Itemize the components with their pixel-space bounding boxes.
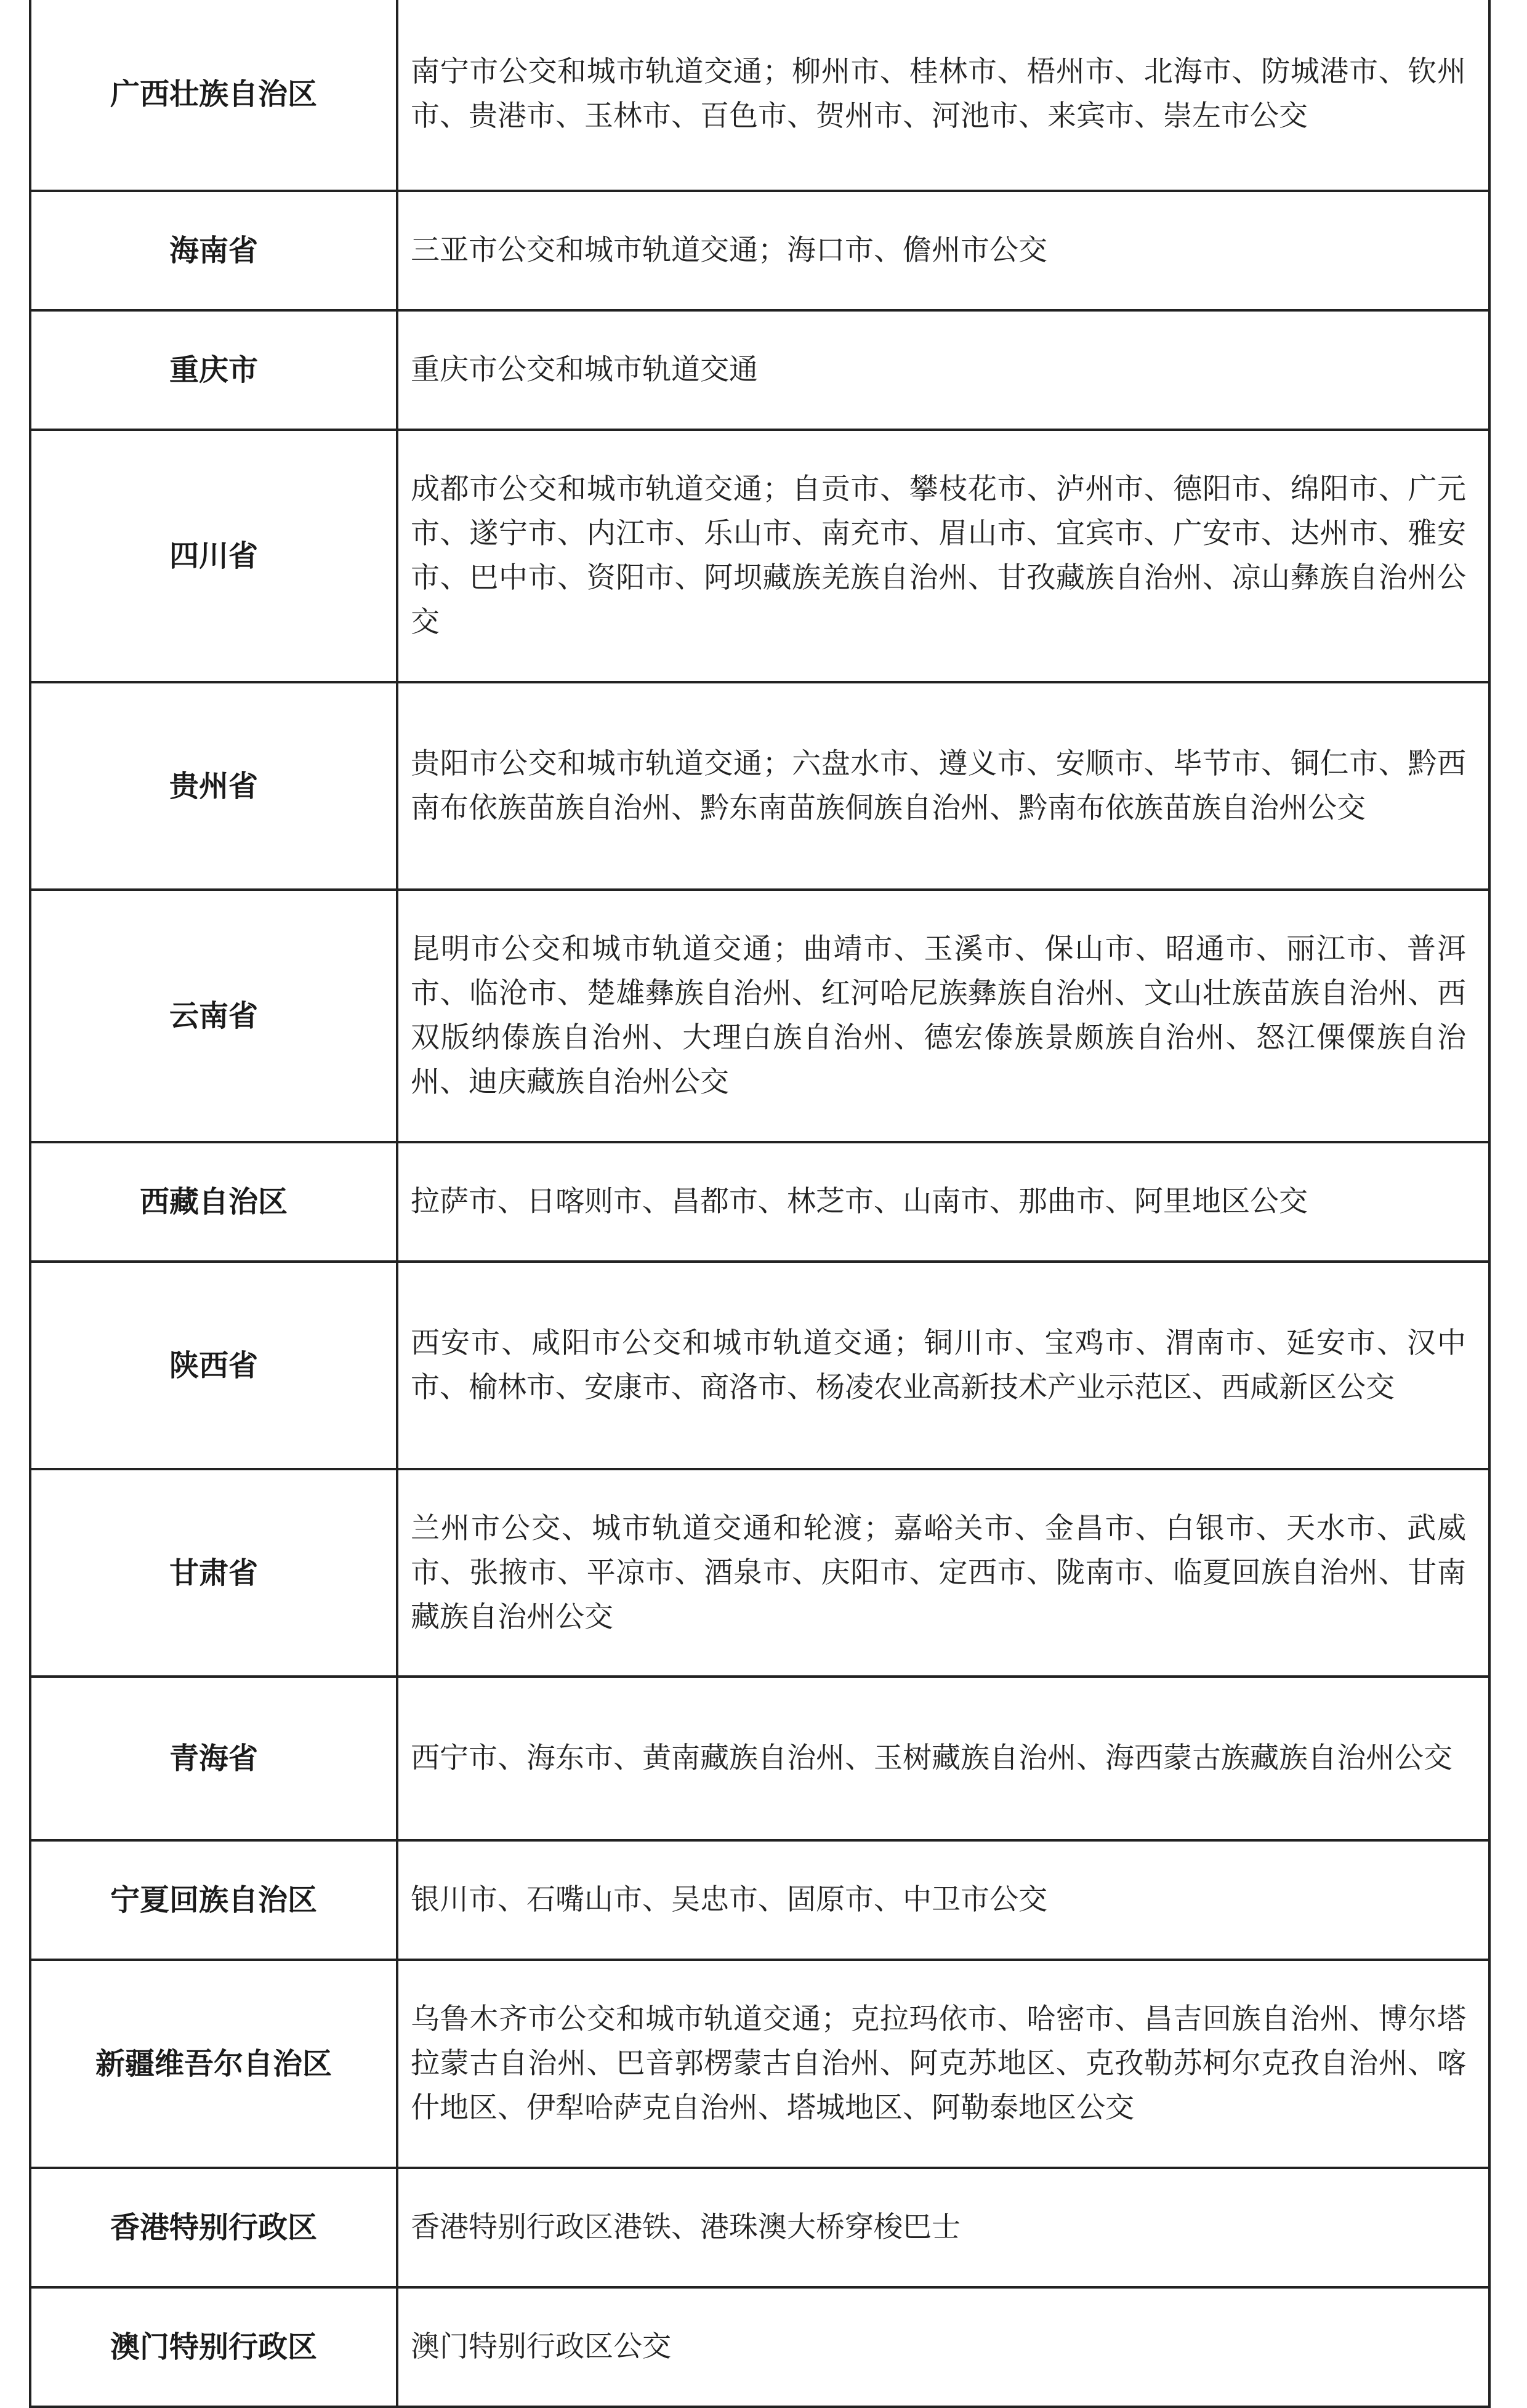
coverage-text: 昆明市公交和城市轨道交通；曲靖市、玉溪市、保山市、昭通市、丽江市、普洱市、临沧市、楚雄彝族自治州、红河哈尼族彝族自治州、文山壮族苗族自治州、西双版纳傣族自治州、大理白族自治州、德宏傣族景颇族自治州、怒江傈僳族自治州、迪庆藏族自治州公交 <box>397 890 1489 1142</box>
coverage-text: 澳门特别行政区公交 <box>397 2287 1489 2407</box>
coverage-text: 兰州市公交、城市轨道交通和轮渡；嘉峪关市、金昌市、白银市、天水市、武威市、张掖市、平凉市、酒泉市、庆阳市、定西市、陇南市、临夏回族自治州、甘南藏族自治州公交 <box>397 1469 1489 1677</box>
table-row <box>30 310 1489 430</box>
coverage-text: 香港特别行政区港铁、港珠澳大桥穿梭巴士 <box>397 2168 1489 2287</box>
coverage-text: 南宁市公交和城市轨道交通；柳州市、桂林市、梧州市、北海市、防城港市、钦州市、贵港市、玉林市、百色市、贺州市、河池市、来宾市、崇左市公交 <box>397 0 1489 191</box>
region-name: 海南省 <box>30 191 397 310</box>
region-name: 四川省 <box>30 430 397 682</box>
table-row <box>30 682 1489 890</box>
region-name: 陕西省 <box>30 1262 397 1469</box>
region-name: 广西壮族自治区 <box>30 0 397 191</box>
region-name: 重庆市 <box>30 310 397 430</box>
region-name: 宁夏回族自治区 <box>30 1840 397 1960</box>
coverage-text: 乌鲁木齐市公交和城市轨道交通；克拉玛依市、哈密市、昌吉回族自治州、博尔塔拉蒙古自治州、巴音郭楞蒙古自治州、阿克苏地区、克孜勒苏柯尔克孜自治州、喀什地区、伊犁哈萨克自治州、塔城地区、阿勒泰地区公交 <box>397 1960 1489 2168</box>
coverage-text: 西宁市、海东市、黄南藏族自治州、玉树藏族自治州、海西蒙古族藏族自治州公交 <box>397 1677 1489 1840</box>
region-name: 青海省 <box>30 1677 397 1840</box>
region-name: 西藏自治区 <box>30 1142 397 1262</box>
table-row <box>30 191 1489 310</box>
table-row <box>30 1469 1489 1677</box>
coverage-text: 拉萨市、日喀则市、昌都市、林芝市、山南市、那曲市、阿里地区公交 <box>397 1142 1489 1262</box>
table-row <box>30 1960 1489 2168</box>
region-name: 甘肃省 <box>30 1469 397 1677</box>
region-coverage-table <box>29 0 1491 2408</box>
region-name: 澳门特别行政区 <box>30 2287 397 2407</box>
table-row <box>30 1677 1489 1840</box>
region-name: 贵州省 <box>30 682 397 890</box>
table-row <box>30 430 1489 682</box>
coverage-text: 贵阳市公交和城市轨道交通；六盘水市、遵义市、安顺市、毕节市、铜仁市、黔西南布依族苗族自治州、黔东南苗族侗族自治州、黔南布依族苗族自治州公交 <box>397 682 1489 890</box>
region-name: 香港特别行政区 <box>30 2168 397 2287</box>
coverage-text: 银川市、石嘴山市、吴忠市、固原市、中卫市公交 <box>397 1840 1489 1960</box>
table-row <box>30 2287 1489 2407</box>
coverage-text: 三亚市公交和城市轨道交通；海口市、儋州市公交 <box>397 191 1489 310</box>
region-name: 新疆维吾尔自治区 <box>30 1960 397 2168</box>
coverage-text: 重庆市公交和城市轨道交通 <box>397 310 1489 430</box>
region-name: 云南省 <box>30 890 397 1142</box>
table-row <box>30 1840 1489 1960</box>
table-row <box>30 0 1489 191</box>
coverage-text: 西安市、咸阳市公交和城市轨道交通；铜川市、宝鸡市、渭南市、延安市、汉中市、榆林市、安康市、商洛市、杨凌农业高新技术产业示范区、西咸新区公交 <box>397 1262 1489 1469</box>
table-row <box>30 1142 1489 1262</box>
table-row <box>30 890 1489 1142</box>
table-row <box>30 1262 1489 1469</box>
table-row <box>30 2168 1489 2287</box>
coverage-text: 成都市公交和城市轨道交通；自贡市、攀枝花市、泸州市、德阳市、绵阳市、广元市、遂宁市、内江市、乐山市、南充市、眉山市、宜宾市、广安市、达州市、雅安市、巴中市、资阳市、阿坝藏族羌族自治州、甘孜藏族自治州、凉山彝族自治州公交 <box>397 430 1489 682</box>
